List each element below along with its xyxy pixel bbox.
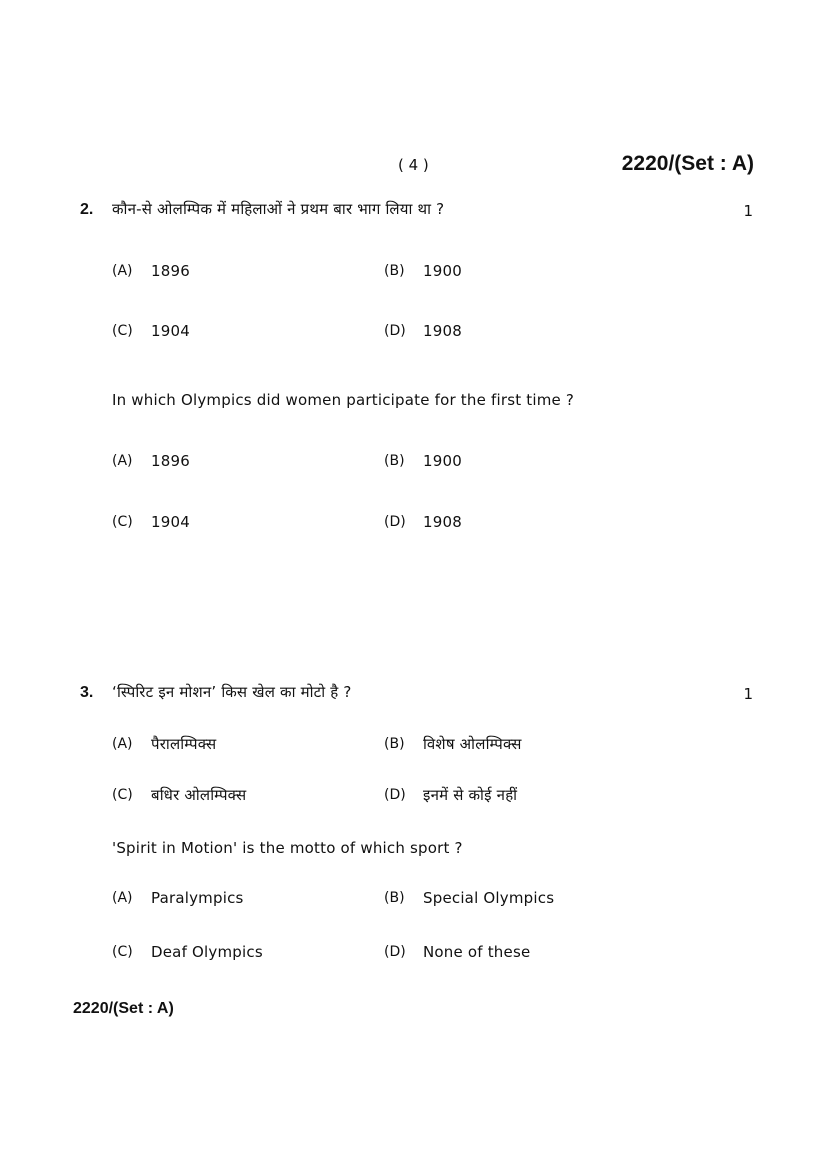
option-label: (C) — [112, 787, 133, 803]
option-value: बधिर ओलम्पिक्स — [151, 786, 247, 804]
question-text-hindi: कौन-से ओलम्पिक में महिलाओं ने प्रथम बार भाग लिया था ? — [112, 200, 445, 218]
option-label: (A) — [112, 263, 133, 279]
option-value: 1896 — [151, 262, 190, 280]
option-label: (B) — [384, 890, 405, 906]
option-value: 1896 — [151, 452, 190, 470]
option-value: Special Olympics — [423, 889, 555, 907]
option-value: None of these — [423, 943, 531, 961]
option-label: (D) — [384, 323, 406, 339]
option-value: Paralympics — [151, 889, 244, 907]
option-label: (D) — [384, 944, 406, 960]
option-value: 1908 — [423, 322, 462, 340]
option-value: विशेष ओलम्पिक्स — [423, 735, 522, 753]
option-label: (C) — [112, 323, 133, 339]
option-value: इनमें से कोई नहीं — [423, 786, 518, 804]
option-label: (A) — [112, 736, 133, 752]
option-label: (B) — [384, 453, 405, 469]
option-value: पैरालम्पिक्स — [151, 735, 217, 753]
option-label: (B) — [384, 263, 405, 279]
paper-code-header: 2220/(Set : A) — [621, 152, 754, 175]
question-number: 2. — [80, 201, 94, 218]
option-value: Deaf Olympics — [151, 943, 263, 961]
option-label: (C) — [112, 514, 133, 530]
option-label: (A) — [112, 453, 133, 469]
page-number: ( 4 ) — [398, 156, 429, 174]
question-text-hindi: ‘स्पिरिट इन मोशन’ किस खेल का मोटो है ? — [112, 683, 352, 701]
question-marks: 1 — [743, 685, 753, 703]
option-label: (C) — [112, 944, 133, 960]
option-value: 1904 — [151, 513, 190, 531]
option-value: 1900 — [423, 452, 462, 470]
option-label: (D) — [384, 787, 406, 803]
option-value: 1900 — [423, 262, 462, 280]
option-label: (A) — [112, 890, 133, 906]
question-text-english: In which Olympics did women participate for the first time ? — [112, 391, 575, 409]
paper-code-footer: 2220/(Set : A) — [73, 1000, 174, 1017]
question-text-english: 'Spirit in Motion' is the motto of which sport ? — [112, 839, 463, 857]
question-number: 3. — [80, 684, 94, 701]
option-value: 1904 — [151, 322, 190, 340]
option-label: (D) — [384, 514, 406, 530]
option-value: 1908 — [423, 513, 462, 531]
option-label: (B) — [384, 736, 405, 752]
question-marks: 1 — [743, 202, 753, 220]
